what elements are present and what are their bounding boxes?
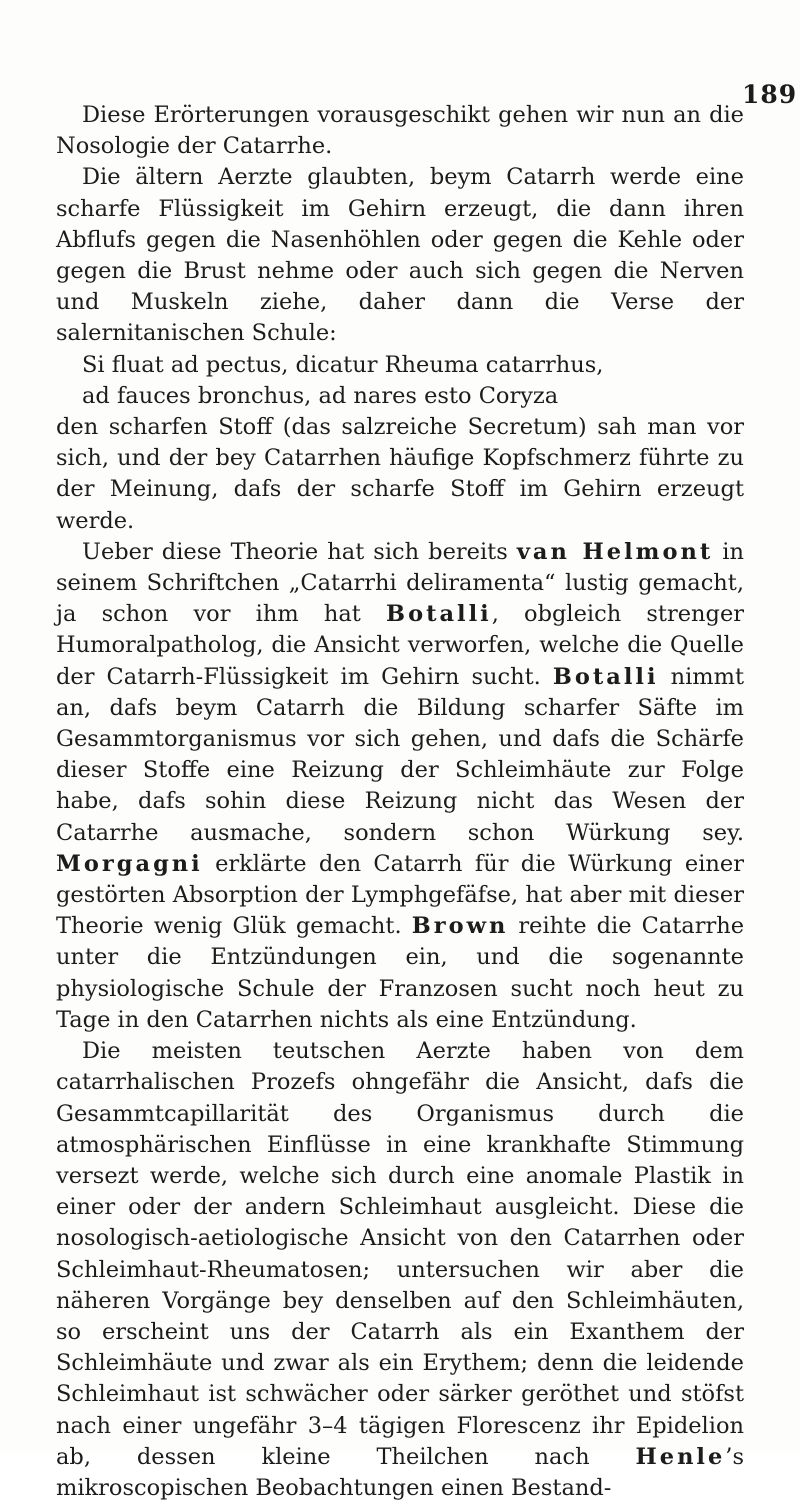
text-run: , obgleich strenger Humoralpatholog, die Ansicht verworfen, welche die Quelle der Catarrh-Flüssigkeit im Gehirn sucht. xyxy=(56,601,745,690)
text-run: erklärte den Catarrh für die Würkung einer gestörten Absorption der Lymphgefäfse, hat aber mit dieser Theorie wenig Glük gemacht. xyxy=(56,850,744,940)
text-run: Die meisten teutschen Aerzte haben von dem catarrhalischen Prozefs ohngefähr die Ansicht, dafs die Gesammtcapillarität des Organismus durch die atmosphärischen Einflüsse in eine krankhafte Stimmung versezt werde, welche sich durch eine anomale Plastik in einer oder der andern Schleimhaut ausgleicht. Diese die nosologisch-aetiologische Ansicht von den Catarrhen oder Schleimhaut-Rheumatosen; untersuchen wir aber die näheren Vorgänge bey denselben auf den Schleimhäuten, so erscheint uns der Catarrh als ein Exanthem der Schleimhäute und zwar als ein Erythem; denn die leidende Schleimhaut ist schwächer oder särker geröthet und stöfst nach einer ungefähr 3–4 tägigen Florescenz ihr Epidelion ab, dessen kleine Theilchen nach xyxy=(56,1038,744,1470)
text-run: Ueber diese Theorie hat sich bereits xyxy=(82,538,517,565)
paragraph-german-doctors xyxy=(56,1036,744,1504)
author-name: Brown xyxy=(411,913,509,940)
verse-line: ad fauces bronchus, ad nares esto Coryza xyxy=(82,382,559,409)
salernitan-verse xyxy=(56,350,744,412)
verse-line: Si fluat ad pectus, dicatur Rheuma catarrhus, xyxy=(82,351,604,378)
author-name: Morgagni xyxy=(56,850,203,877)
paragraph-older-doctors: Die ältern Aerzte glaubten, beym Catarrh werde eine scharfe Flüssigkeit im Gehirn erzeugt, die dann ihren Abflufs gegen die Nasenhöhlen oder gegen die Kehle oder gegen die Brust nehme oder auch sich gegen die Nerven und Muskeln ziehe, daher dann die Verse der salernitanischen Schule: xyxy=(56,164,744,347)
paragraph-intro: Diese Erörterungen vorausgeschikt gehen wir nun an die Nosologie der Catarrhe. xyxy=(56,102,744,160)
paragraph-theory-critique xyxy=(56,537,744,1036)
text-run: nimmt an, dafs beym Catarrh die Bildung scharfer Säfte im Gesammtorganismus vor sich gehen, und dafs die Schärfe dieser Stoffe eine Reizung der Schleimhäute zur Folge habe, dafs sohin diese Reizung nicht das Wesen der Catarrhe ausmache, sondern schon Würkung sey. xyxy=(56,663,744,846)
author-name: van Helmont xyxy=(516,538,714,565)
author-name: Botalli xyxy=(386,601,492,628)
text-run: reihte die Catarrhe unter die Entzündungen ein, und die sogenannte physiologische Schule der Franzosen sucht noch heut zu Tage in den Catarrhen nichts als eine Entzündung. xyxy=(56,913,745,1033)
author-name: Botalli xyxy=(552,663,659,690)
paragraph-sharp-substance: den scharfen Stoff (das salzreiche Secretum) sah man vor sich, und der bey Catarrhen häufige Kopfschmerz führte zu der Meinung, dafs der scharfe Stoff im Gehirn erzeugt werde. xyxy=(56,414,744,534)
body-text xyxy=(56,100,744,1504)
text-run: ’s mikroscopischen Beobachtungen einen Bestand- xyxy=(56,1443,744,1501)
author-name: Henle xyxy=(635,1443,726,1470)
page-number: 189 xyxy=(742,80,798,109)
text-run: in seinem Schriftchen „Catarrhi deliramenta“ lustig gemacht, ja schon vor ihm hat xyxy=(56,538,744,628)
